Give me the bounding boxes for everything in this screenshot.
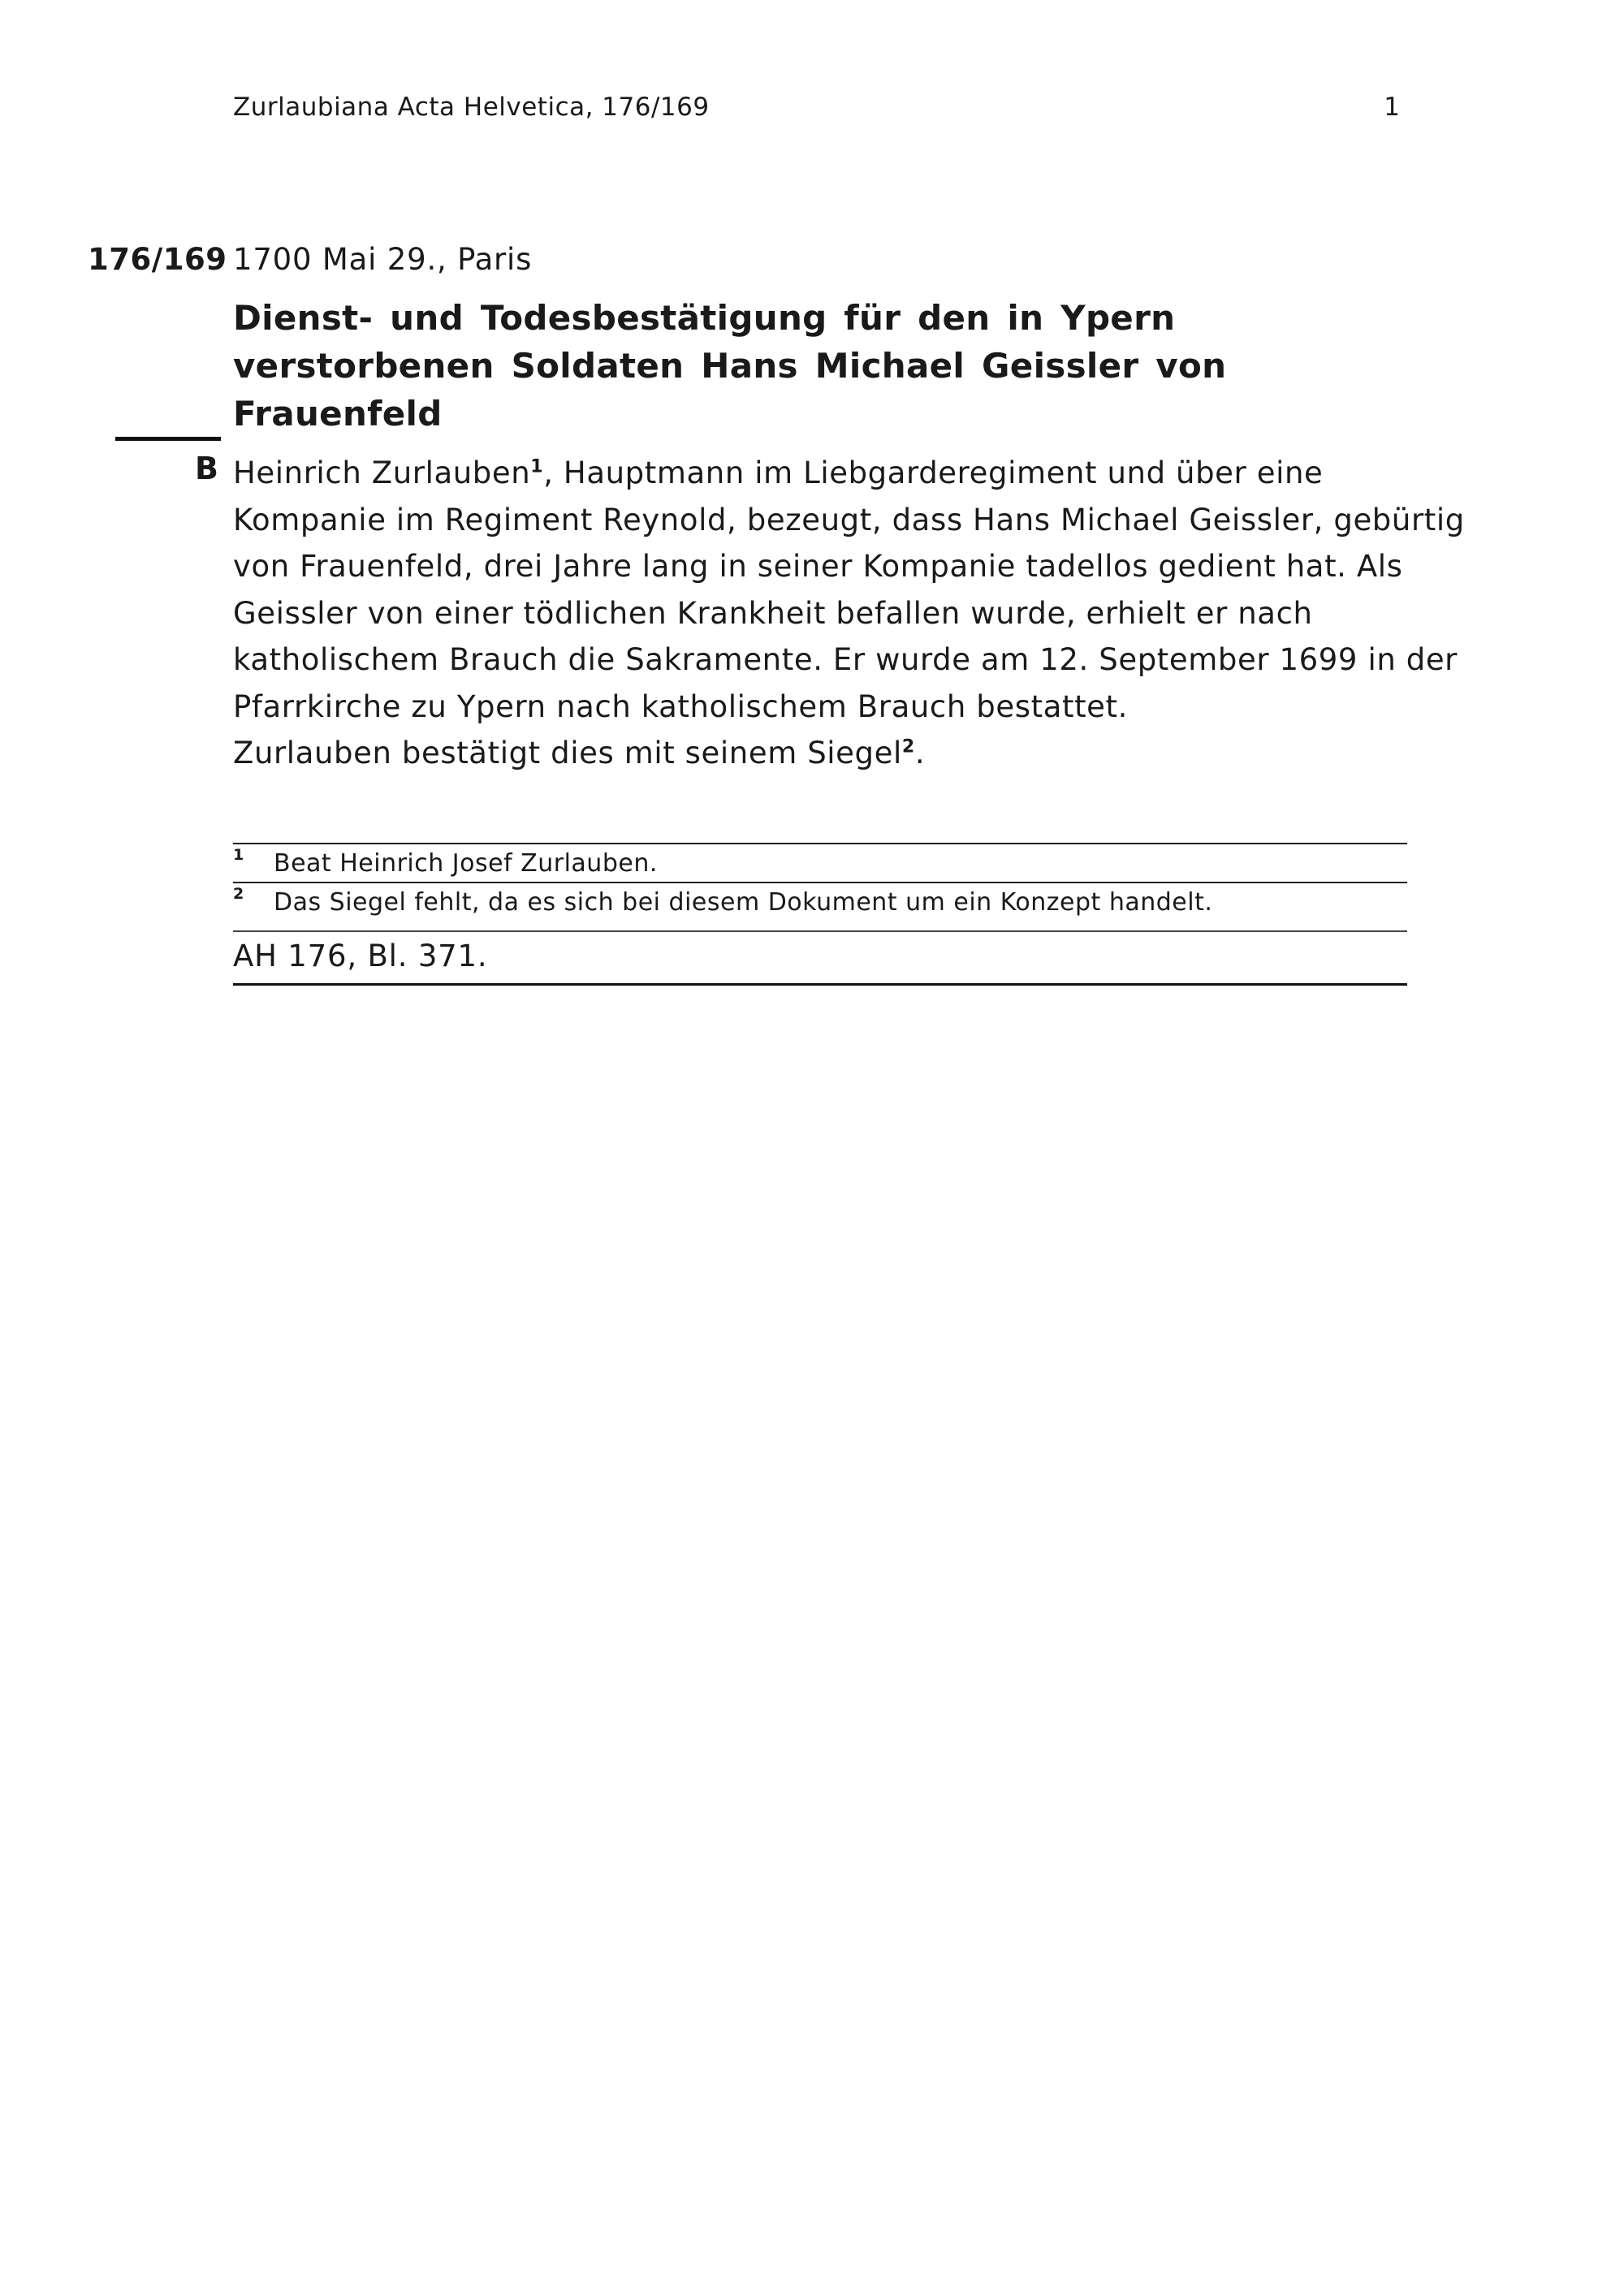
footnote-ref[interactable]: 2 [901, 736, 915, 757]
footnote-marker: 2 [233, 885, 244, 903]
signature-text: AH 176, Bl. 371. [233, 939, 488, 973]
regest-line: katholischem Brauch die Sakramente. Er wurde am 12. September 1699 in der [233, 642, 1458, 677]
document-number: 176/169 [88, 242, 227, 277]
footnote [233, 882, 1407, 928]
regest-line: Geissler von einer tödlichen Krankheit befallen wurde, erhielt er nach [233, 595, 1313, 631]
regest [233, 450, 1465, 777]
page-number: 1 [1384, 93, 1400, 122]
footnote-text: Beat Heinrich Josef Zurlauben. [274, 849, 658, 878]
footnote-ref[interactable]: 1 [530, 456, 544, 477]
regest-line: Pfarrkirche zu Ypern nach katholischem Brauch bestattet. [233, 688, 1129, 724]
archival-signature [233, 930, 1407, 986]
footnote-text: Das Siegel fehlt, da es sich bei diesem Dokument um ein Konzept handelt. [274, 888, 1213, 917]
footnotes [233, 843, 1407, 928]
witness-siglum: B [195, 451, 218, 486]
regest-line: Zurlauben bestätigt dies mit seinem Siegel$^2$. [233, 736, 926, 770]
footnote-marker: 1 [233, 846, 244, 864]
running-header: Zurlaubiana Acta Helvetica, 176/169 [233, 93, 710, 122]
regest-line: von Frauenfeld, drei Jahre lang in seiner Kompanie tadellos gedient hat. Als [233, 549, 1403, 584]
margin-rule [115, 437, 221, 441]
regest-line: Heinrich Zurlauben$^1$, Hauptmann im Liebgarderegiment und über eine [233, 455, 1324, 490]
footnote [233, 843, 1407, 882]
date-place: 1700 Mai 29., Paris [233, 242, 533, 277]
document-title: Dienst- und Todesbestätigung für den in Ypern verstorbenen Soldaten Hans Michael Geissler von Frauenfeld [233, 298, 1227, 434]
regest-line: Kompanie im Regiment Reynold, bezeugt, dass Hans Michael Geissler, gebürtig [233, 502, 1465, 537]
